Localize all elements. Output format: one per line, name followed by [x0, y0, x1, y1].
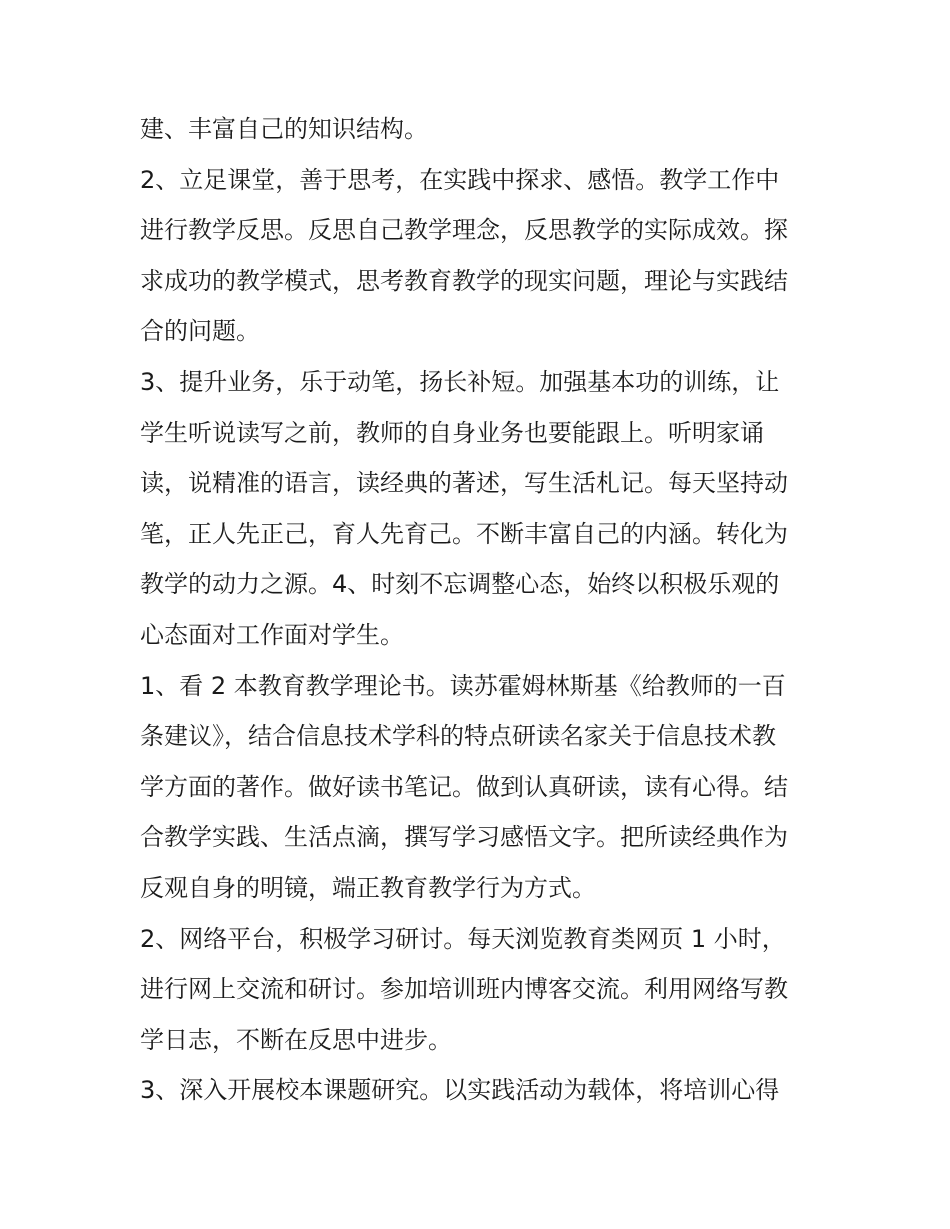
text-line: 进行网上交流和研讨。参加培训班内博客交流。利用网络写教 — [140, 975, 788, 1004]
text-line: 进行教学反思。反思自己教学理念，反思教学的实际成效。探 — [140, 216, 788, 245]
text-line: 2、立足课堂，善于思考，在实践中探求、感悟。教学工作中 — [140, 165, 780, 194]
text-line: 求成功的教学模式，思考教育教学的现实问题，理论与实践结 — [140, 266, 788, 295]
text-line: 教学的动力之源。4、时刻不忘调整心态，始终以积极乐观的 — [140, 570, 780, 599]
text-line: 条建议》，结合信息技术学科的特点研读名家关于信息技术教 — [140, 722, 776, 751]
text-line: 2、网络平台，积极学习研讨。每天浏览教育类网页 1 小时， — [140, 924, 786, 953]
text-line: 反观自身的明镜，端正教育教学行为方式。 — [140, 873, 596, 902]
text-line: 心态面对工作面对学生。 — [140, 620, 404, 649]
text-line: 1、看 2 本教育教学理论书。读苏霍姆林斯基《给教师的一百 — [140, 671, 786, 700]
text-line: 3、提升业务，乐于动笔，扬长补短。加强基本功的训练，让 — [140, 367, 780, 396]
text-line: 3、深入开展校本课题研究。以实践活动为载体，将培训心得 — [140, 1076, 780, 1105]
text-line: 读，说精准的语言，读经典的著述，写生活札记。每天坚持动 — [140, 469, 788, 498]
text-line: 建、丰富自己的知识结构。 — [140, 115, 428, 143]
text-line: 学生听说读写之前，教师的自身业务也要能跟上。听明家诵 — [140, 418, 764, 447]
text-line: 学日志，不断在反思中进步。 — [140, 1025, 452, 1054]
text-line: 合的问题。 — [140, 317, 260, 346]
text-line: 笔，正人先正己，育人先育己。不断丰富自己的内涵。转化为 — [140, 519, 788, 548]
body-text — [140, 104, 820, 1116]
text-line: 合教学实践、生活点滴，撰写学习感悟文字。把所读经典作为 — [140, 823, 788, 852]
text-line: 学方面的著作。做好读书笔记。做到认真研读，读有心得。结 — [140, 772, 788, 801]
